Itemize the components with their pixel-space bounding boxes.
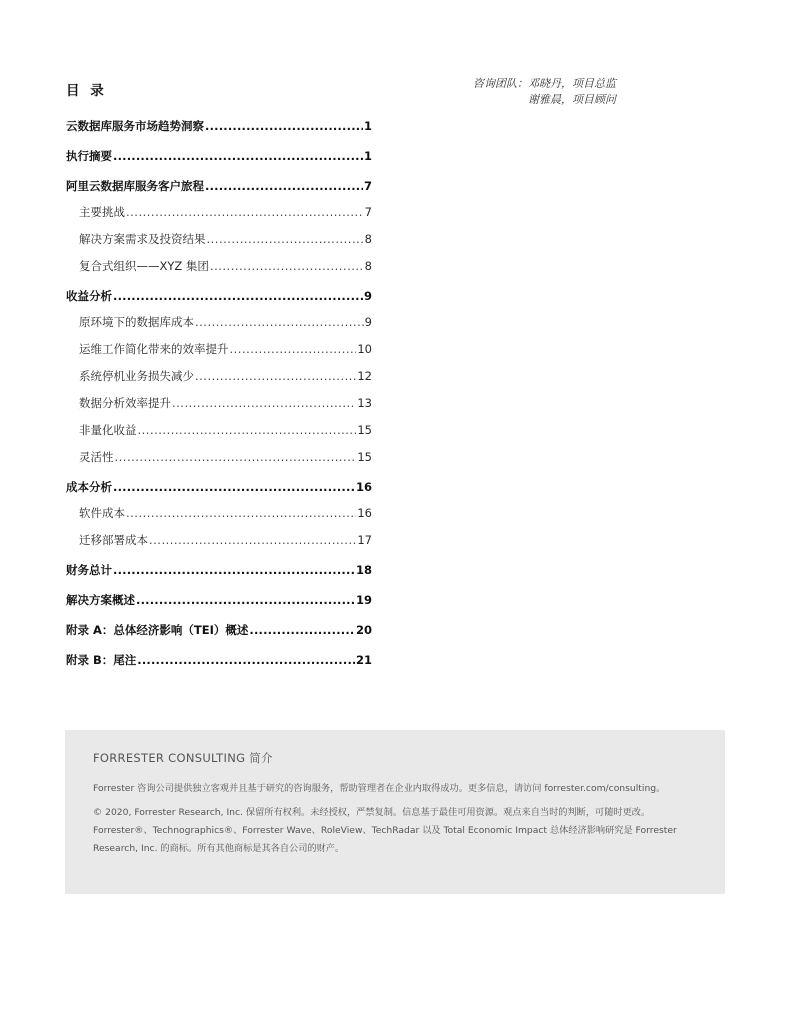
toc-entry-ops-efficiency[interactable]	[66, 341, 372, 360]
toc-entry-title: 迁移部署成本	[79, 533, 148, 547]
toc-entry-title: 解决方案概述	[66, 593, 135, 607]
toc-entry-customer-journey[interactable]	[66, 178, 372, 197]
toc-entry-composite-organization[interactable]	[66, 258, 372, 277]
toc-leader-dots	[210, 259, 364, 273]
toc-leader-dots	[205, 119, 363, 133]
team-line-consultant: 谢雅晨，项目顾问	[528, 93, 616, 106]
toc-leader-dots	[205, 179, 363, 193]
toc-entry-title: 附录 A：总体经济影响（TEI）概述	[66, 623, 249, 637]
toc-entry-title: 收益分析	[66, 289, 112, 303]
toc-entry-title: 成本分析	[66, 480, 112, 494]
toc-entry-page: 8	[364, 232, 372, 246]
about-forrester-box	[65, 730, 725, 894]
toc-entry-title: 云数据库服务市场趋势洞察	[66, 119, 204, 133]
about-title: FORRESTER CONSULTING 简介	[93, 751, 273, 765]
toc-entry-downtime-reduction[interactable]	[66, 368, 372, 387]
toc-entry-page: 12	[357, 369, 372, 383]
toc-entry-key-challenges[interactable]	[66, 204, 372, 223]
toc-leader-dots	[115, 450, 357, 464]
toc-leader-dots	[113, 289, 363, 303]
toc-entry-unquantified-benefits[interactable]	[66, 422, 372, 441]
toc-entry-page: 10	[357, 342, 372, 356]
toc-leader-dots	[113, 149, 363, 163]
toc-entry-solution-overview[interactable]	[66, 592, 372, 611]
toc-leader-dots	[207, 232, 364, 246]
toc-leader-dots	[138, 423, 357, 437]
toc-entry-page: 7	[363, 179, 372, 193]
toc-entry-solution-requirements[interactable]	[66, 231, 372, 250]
toc-entry-page: 15	[357, 423, 372, 437]
toc-leader-dots	[113, 563, 355, 577]
toc-entry-page: 18	[355, 563, 372, 577]
toc-entry-page: 1	[363, 149, 372, 163]
toc-leader-dots	[137, 653, 355, 667]
toc-leader-dots	[126, 506, 356, 520]
toc-leader-dots	[113, 480, 355, 494]
toc-entry-title: 非量化收益	[79, 423, 137, 437]
toc-entry-title: 财务总计	[66, 563, 112, 577]
toc-leader-dots	[172, 396, 356, 410]
toc-entry-title: 附录 B：尾注	[66, 653, 137, 667]
toc-entry-migration-cost[interactable]	[66, 532, 372, 551]
toc-entry-page: 20	[355, 623, 372, 637]
toc-leader-dots	[230, 342, 357, 356]
toc-entry-page: 13	[357, 396, 372, 410]
toc-heading: 目 录	[66, 83, 107, 99]
toc-entry-appendix-b[interactable]	[66, 652, 372, 671]
toc-entry-cost-analysis[interactable]	[66, 479, 372, 498]
toc-entry-title: 灵活性	[79, 450, 114, 464]
toc-entry-financial-summary[interactable]	[66, 562, 372, 581]
toc-entry-page: 15	[357, 450, 372, 464]
toc-entry-page: 16	[357, 506, 372, 520]
toc-entry-flexibility[interactable]	[66, 449, 372, 468]
toc-entry-executive-summary[interactable]	[66, 148, 372, 167]
toc-entry-title: 原环境下的数据库成本	[79, 315, 194, 329]
toc-entry-title: 复合式组织——XYZ 集团	[79, 259, 209, 273]
toc-entry-analytics-efficiency[interactable]	[66, 395, 372, 414]
toc-entry-legacy-db-cost[interactable]	[66, 314, 372, 333]
toc-entry-software-cost[interactable]	[66, 505, 372, 524]
table-of-contents	[66, 118, 372, 671]
consulting-team	[473, 76, 616, 108]
copyright-notice: © 2020, Forrester Research, Inc. 保留所有权利。未经授权，严禁复制。信息基于最佳可用资源。观点来自当时的判断，可随时更改。Forrester®、Technographics®、Forrester Wave、RoleView、TechRadar 以及 Total Economic Impact 总体经济影响研究是 Forrester Research, Inc. 的商标。所有其他商标是其各自公司的财产。	[93, 807, 677, 854]
toc-entry-benefits-analysis[interactable]	[66, 288, 372, 307]
toc-leader-dots	[126, 205, 364, 219]
about-description: Forrester 咨询公司提供独立客观并且基于研究的咨询服务，帮助管理者在企业内取得成功。更多信息，请访问 forrester.com/consulting。	[93, 783, 666, 794]
toc-entry-title: 软件成本	[79, 506, 125, 520]
toc-entry-page: 7	[364, 205, 372, 219]
toc-entry-page: 16	[355, 480, 372, 494]
toc-entry-page: 17	[357, 533, 372, 547]
toc-entry-page: 9	[364, 315, 372, 329]
toc-entry-title: 数据分析效率提升	[79, 396, 171, 410]
toc-entry-market-trends[interactable]	[66, 118, 372, 137]
toc-leader-dots	[149, 533, 356, 547]
toc-leader-dots	[136, 593, 355, 607]
toc-entry-title: 阿里云数据库服务客户旅程	[66, 179, 204, 193]
toc-entry-page: 9	[363, 289, 372, 303]
toc-entry-title: 执行摘要	[66, 149, 112, 163]
team-line-director: 咨询团队：邓晓丹，项目总监	[473, 77, 616, 90]
toc-entry-title: 解决方案需求及投资结果	[79, 232, 206, 246]
toc-entry-page: 1	[363, 119, 372, 133]
toc-entry-page: 21	[355, 653, 372, 667]
toc-entry-title: 主要挑战	[79, 205, 125, 219]
toc-leader-dots	[195, 369, 356, 383]
toc-entry-page: 8	[364, 259, 372, 273]
toc-entry-appendix-a[interactable]	[66, 622, 372, 641]
toc-leader-dots	[249, 623, 355, 637]
toc-leader-dots	[195, 315, 364, 329]
toc-entry-title: 运维工作简化带来的效率提升	[79, 342, 229, 356]
toc-entry-page: 19	[355, 593, 372, 607]
toc-entry-title: 系统停机业务损失减少	[79, 369, 194, 383]
